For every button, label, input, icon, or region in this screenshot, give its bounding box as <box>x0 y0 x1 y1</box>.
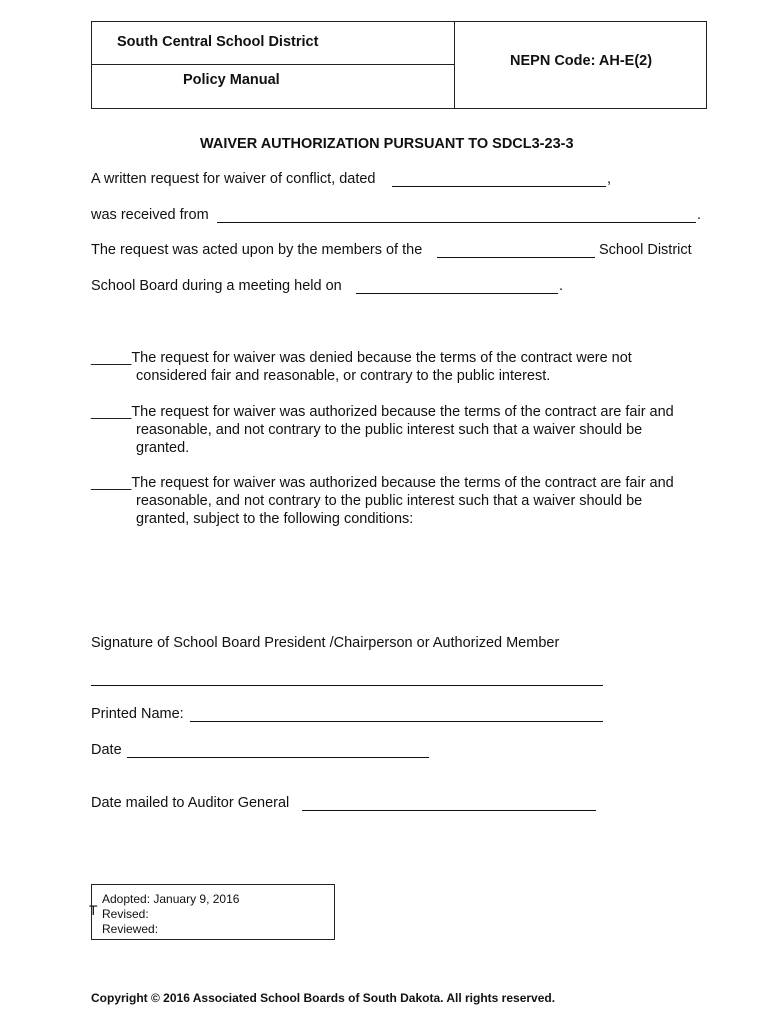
printed-name-label: Printed Name: <box>91 706 184 722</box>
adopted-date: Adopted: January 9, 2016 <box>102 892 240 906</box>
district-name: South Central School District <box>117 34 319 50</box>
option-line: considered fair and reasonable, or contrary to the public interest. <box>136 368 551 384</box>
nepn-code: NEPN Code: AH-E(2) <box>510 53 653 69</box>
option-line: reasonable, and not contrary to the public interest such that a waiver should be <box>136 493 643 509</box>
page-title: WAIVER AUTHORIZATION PURSUANT TO SDCL3-23-3 <box>200 136 574 152</box>
option-blank[interactable]: _____ <box>91 475 132 491</box>
received-from-field[interactable] <box>217 222 696 223</box>
copyright-notice: Copyright © 2016 Associated School Boards of South Dakota. All rights reserved. <box>91 991 556 1005</box>
option-line: granted. <box>136 440 190 456</box>
policy-manual-label: Policy Manual <box>183 72 280 88</box>
signature-field[interactable] <box>91 685 603 686</box>
mailed-date-field[interactable] <box>302 810 596 811</box>
option-line: The request for waiver was authorized because the terms of the contract are fair and <box>131 475 674 491</box>
option-authorized <box>91 403 674 457</box>
acted-upon-suffix: School District <box>599 242 692 258</box>
meeting-label: School Board during a meeting held on <box>91 278 342 294</box>
acted-upon-label: The request was acted upon by the members of the <box>91 242 423 258</box>
school-district-field[interactable] <box>437 257 595 258</box>
meeting-date-field[interactable] <box>356 293 558 294</box>
request-dated-suffix: , <box>607 171 612 187</box>
request-date-field[interactable] <box>392 186 606 187</box>
meeting-suffix: . <box>559 278 564 294</box>
option-denied <box>91 349 632 385</box>
option-line: granted, subject to the following conditions: <box>136 511 414 527</box>
option-blank[interactable]: _____ <box>91 404 132 420</box>
date-label: Date <box>91 742 122 758</box>
signature-label: Signature of School Board President /Chairperson or Authorized Member <box>91 635 560 651</box>
received-from-suffix: . <box>697 207 702 223</box>
option-line: The request for waiver was authorized because the terms of the contract are fair and <box>131 404 674 420</box>
reviewed-date: Reviewed: <box>102 922 159 936</box>
option-line: The request for waiver was denied because the terms of the contract were not <box>131 350 632 366</box>
request-dated-label: A written request for waiver of conflict, dated <box>91 171 376 187</box>
revised-date: Revised: <box>102 907 149 921</box>
header-divider-vertical <box>454 22 455 108</box>
option-line: reasonable, and not contrary to the public interest such that a waiver should be <box>136 422 643 438</box>
option-authorized-conditions <box>91 474 674 528</box>
header-divider-horizontal <box>92 64 454 65</box>
received-from-label: was received from <box>91 207 209 223</box>
adoption-marker: T <box>89 902 98 918</box>
printed-name-field[interactable] <box>190 721 603 722</box>
mailed-label: Date mailed to Auditor General <box>91 795 290 811</box>
option-blank[interactable]: _____ <box>91 350 132 366</box>
date-field[interactable] <box>127 757 429 758</box>
